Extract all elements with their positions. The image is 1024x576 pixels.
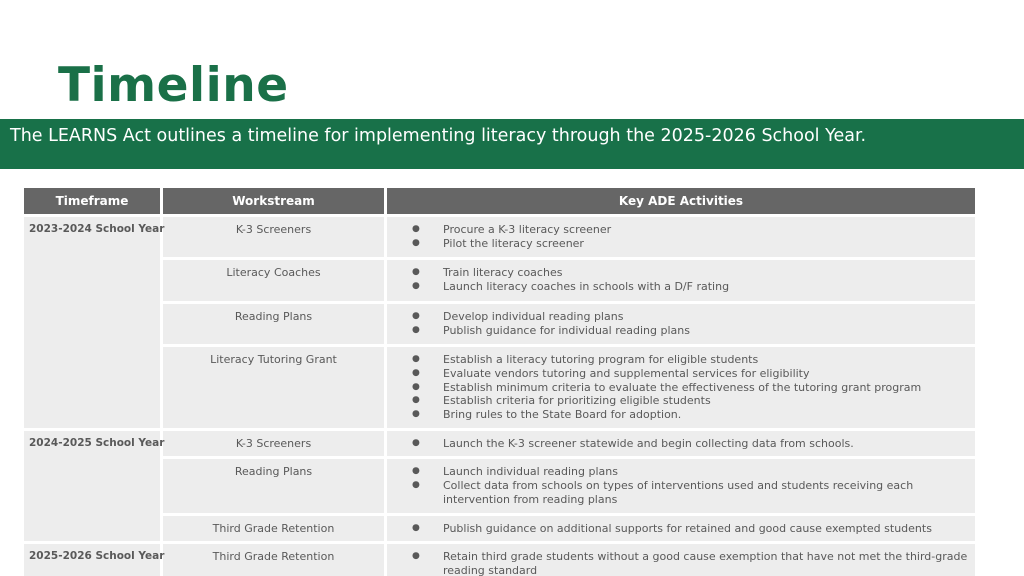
- intro-banner-text: The LEARNS Act outlines a timeline for implementing literacy through the 2025-2026 School Year.: [10, 126, 867, 146]
- table-row: [24, 217, 975, 257]
- activities-cell: [387, 347, 975, 428]
- activity-item: ● Establish criteria for prioritizing eligible students: [409, 394, 971, 408]
- timeframe-cell: 2024-2025 School Year: [24, 431, 160, 542]
- activity-item: ● Launch the K-3 screener statewide and begin collecting data from schools.: [409, 437, 971, 451]
- header-workstream: Workstream: [163, 188, 384, 214]
- activity-item: ● Collect data from schools on types of interventions used and students receiving each intervention from reading plans: [409, 479, 971, 506]
- header-key-activities: Key ADE Activities: [387, 188, 975, 214]
- timeframe-cell: 2025-2026 School Year: [24, 544, 160, 576]
- activities-cell: [387, 260, 975, 300]
- workstream-cell: Literacy Tutoring Grant: [163, 347, 384, 428]
- activities-cell: [387, 459, 975, 512]
- activity-item: ● Establish minimum criteria to evaluate the effectiveness of the tutoring grant program: [409, 381, 971, 395]
- workstream-cell: Reading Plans: [163, 459, 384, 512]
- activities-cell: [387, 544, 975, 576]
- activity-item: ● Procure a K-3 literacy screener: [409, 223, 971, 237]
- activity-item: ● Publish guidance for individual reading plans: [409, 324, 971, 338]
- activity-item: ● Launch individual reading plans: [409, 465, 971, 479]
- table-row: [24, 516, 975, 542]
- table-row: [24, 304, 975, 344]
- header-timeframe: Timeframe: [24, 188, 160, 214]
- activities-cell: [387, 304, 975, 344]
- activity-item: ● Publish guidance on additional supports for retained and good cause exempted students: [409, 522, 971, 536]
- workstream-cell: Third Grade Retention: [163, 544, 384, 576]
- activities-cell: [387, 217, 975, 257]
- activity-item: ● Bring rules to the State Board for adoption.: [409, 408, 971, 422]
- activities-cell: [387, 516, 975, 542]
- activities-cell: [387, 431, 975, 457]
- table-row: [24, 544, 975, 576]
- page-title: Timeline: [58, 58, 289, 113]
- intro-banner: [0, 119, 1024, 169]
- timeline-table: [21, 185, 978, 576]
- activity-item: ● Launch literacy coaches in schools with a D/F rating: [409, 280, 971, 294]
- table-row: [24, 459, 975, 512]
- workstream-cell: Reading Plans: [163, 304, 384, 344]
- workstream-cell: Literacy Coaches: [163, 260, 384, 300]
- activity-item: ● Train literacy coaches: [409, 266, 971, 280]
- activity-item: ● Evaluate vendors tutoring and supplemental services for eligibility: [409, 367, 971, 381]
- workstream-cell: Third Grade Retention: [163, 516, 384, 542]
- activity-item: ● Pilot the literacy screener: [409, 237, 971, 251]
- activity-item: ● Retain third grade students without a good cause exemption that have not met the third-grade reading standard: [409, 550, 971, 576]
- workstream-cell: K-3 Screeners: [163, 217, 384, 257]
- activity-item: ● Establish a literacy tutoring program for eligible students: [409, 353, 971, 367]
- table-row: [24, 347, 975, 428]
- table-header-row: [24, 188, 975, 214]
- timeframe-cell: 2023-2024 School Year: [24, 217, 160, 428]
- workstream-cell: K-3 Screeners: [163, 431, 384, 457]
- activity-item: ● Develop individual reading plans: [409, 310, 971, 324]
- table-row: [24, 260, 975, 300]
- table-row: [24, 431, 975, 457]
